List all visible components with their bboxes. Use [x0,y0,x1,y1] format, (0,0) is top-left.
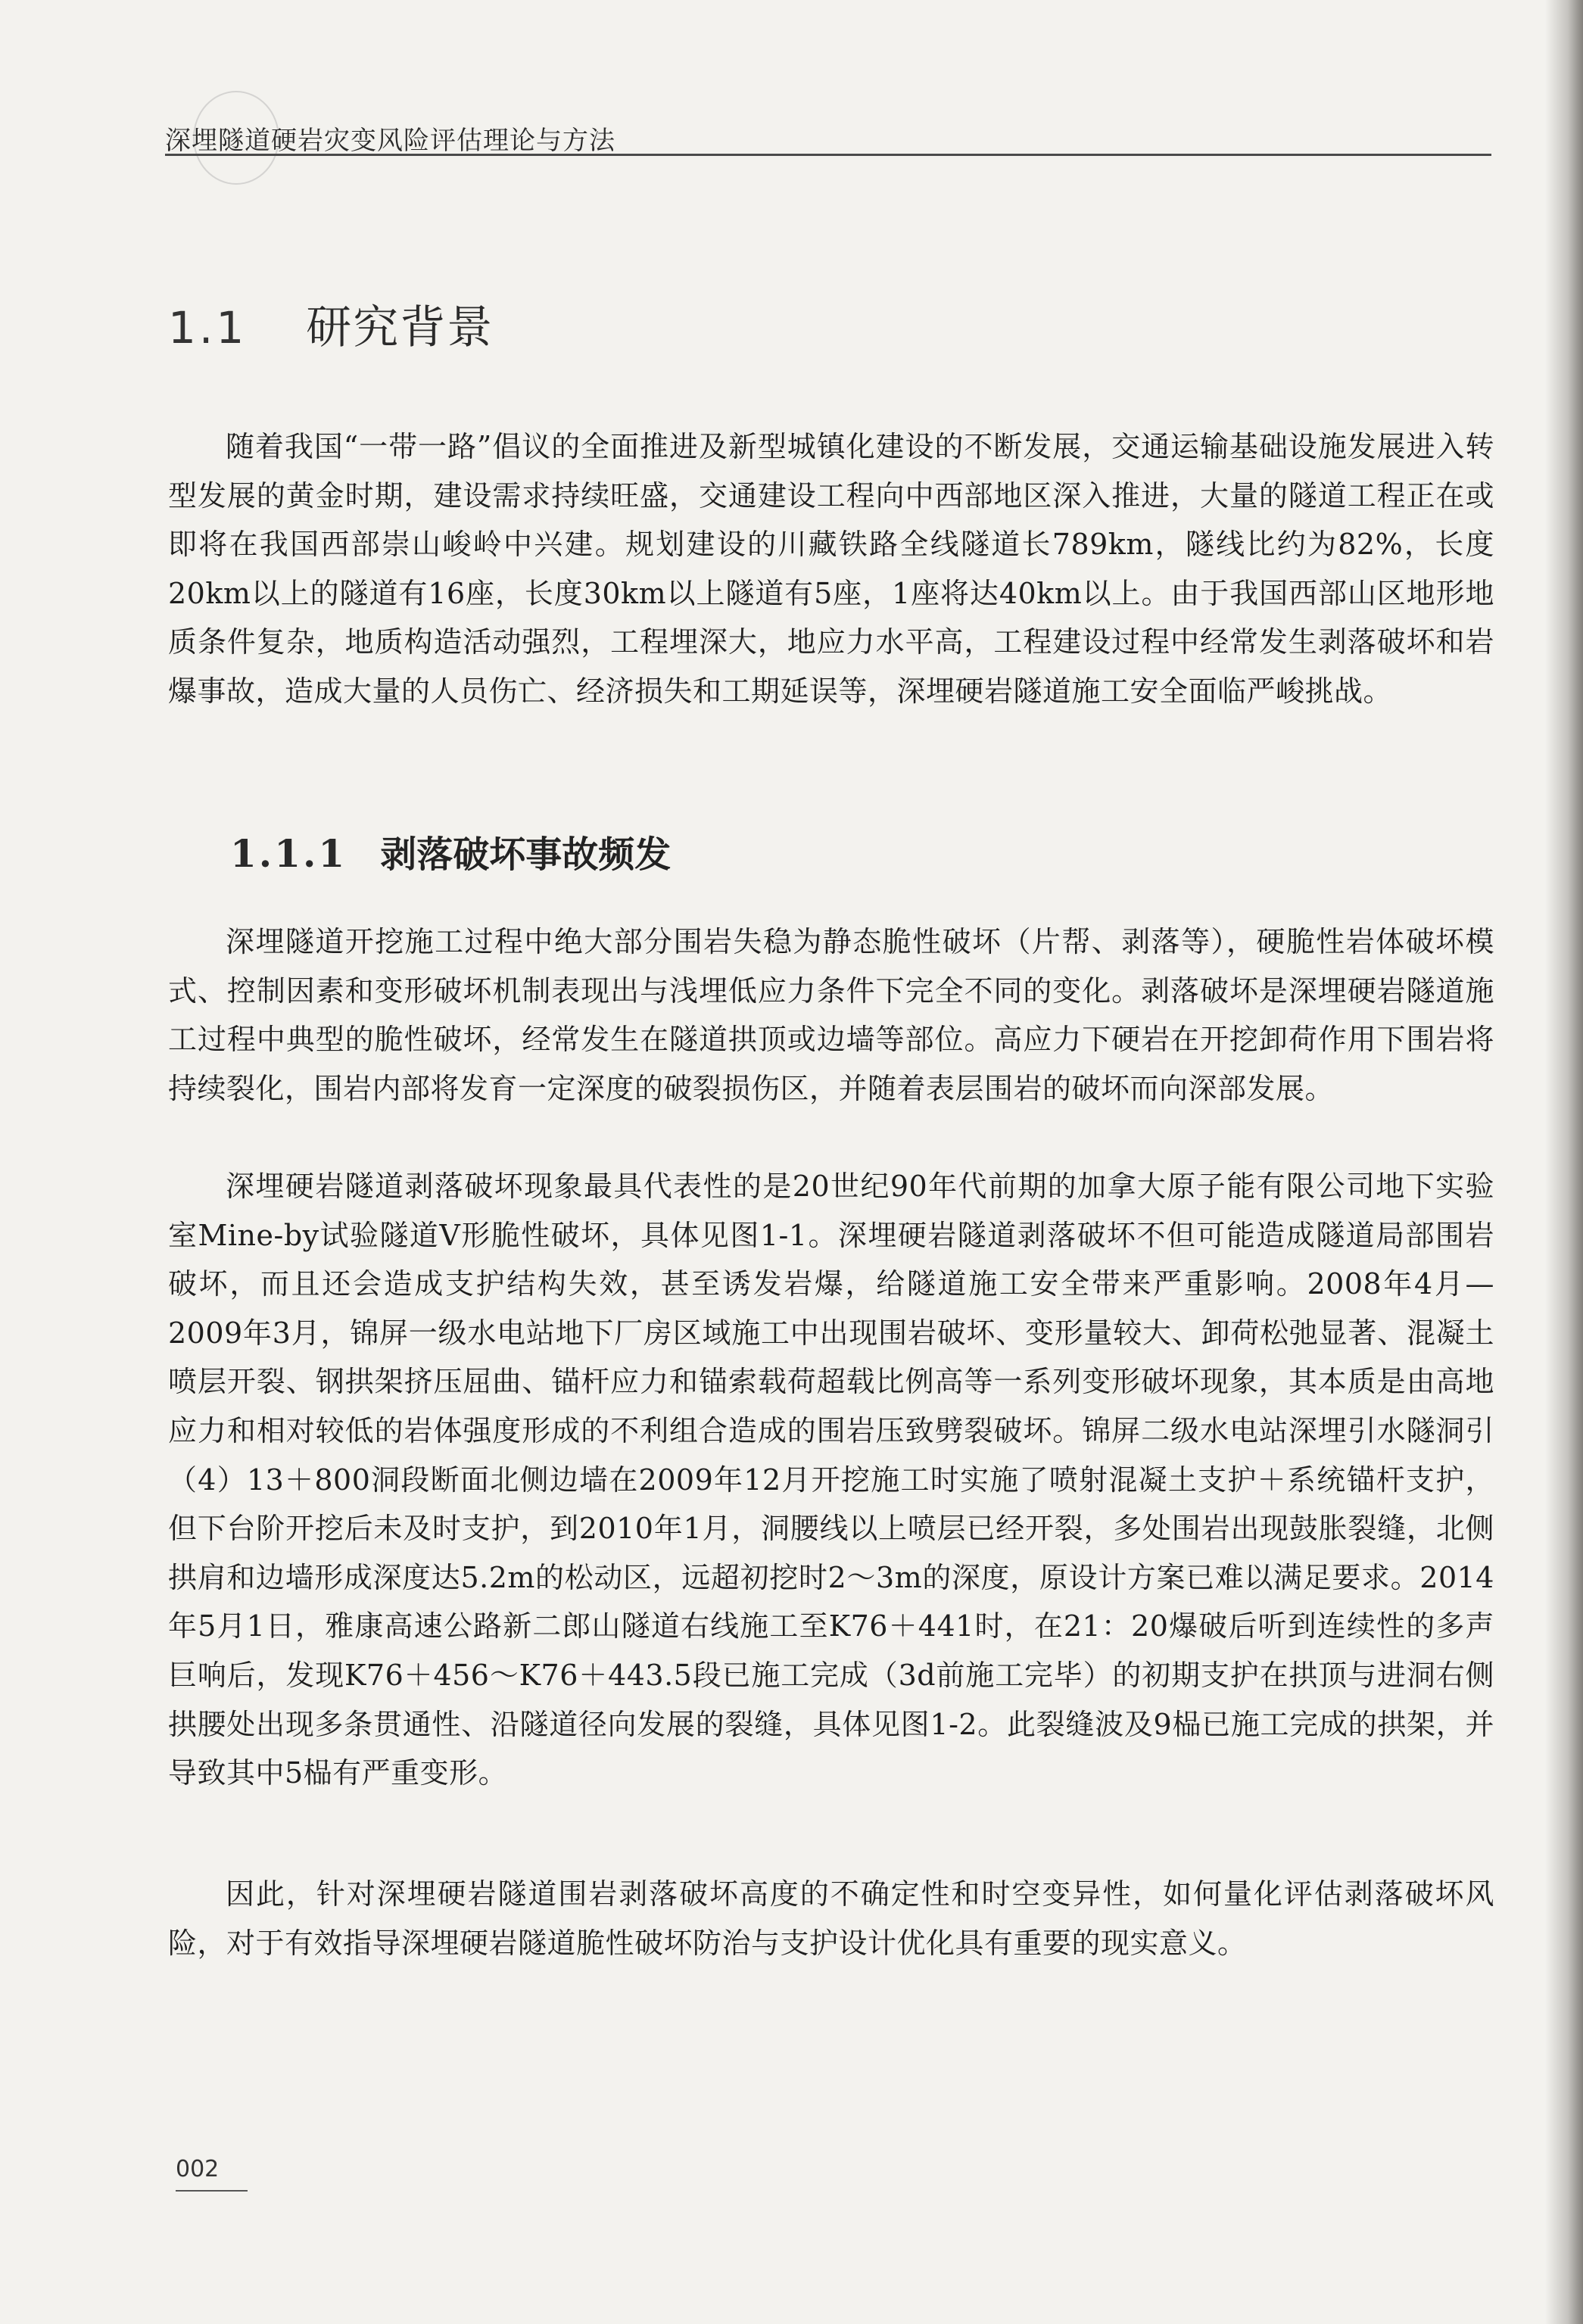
subsection-heading [230,825,671,877]
paragraph-spalling-cases: 深埋硬岩隧道剥落破坏现象最具代表性的是20世纪90年代前期的加拿大原子能有限公司地下实验室Mine-by试验隧道V形脆性破坏，具体见图1-1。深埋硬岩隧道剥落破坏不但可能造成隧道局部围岩破坏，而且还会造成支护结构失效，甚至诱发岩爆，给隧道施工安全带来严重影响。2008年4月—2009年3月，锦屏一级水电站地下厂房区域施工中出现围岩破坏、变形量较大、卸荷松弛显著、混凝土喷层开裂、钢拱架挤压屈曲、锚杆应力和锚索载荷超载比例高等一系列变形破坏现象，其本质是由高地应力和相对较低的岩体强度形成的不利组合造成的围岩压致劈裂破坏。锦屏二级水电站深埋引水隧洞引（4）13＋800洞段断面北侧边墙在2009年12月开挖施工时实施了喷射混凝土支护＋系统锚杆支护，但下台阶开挖后未及时支护，到2010年1月，洞腰线以上喷层已经开裂，多处围岩出现鼓胀裂缝，北侧拱肩和边墙形成深度达5.2m的松动区，远超初挖时2～3m的深度，原设计方案已难以满足要求。2014年5月1日，雅康高速公路新二郎山隧道右线施工至K76＋441时，在21：20爆破后听到连续性的多声巨响后，发现K76＋456～K76＋443.5段已施工完成（3d前施工完毕）的初期支护在拱顶与进洞右侧拱腰处出现多条贯通性、沿隧道径向发展的裂缝，具体见图1-2。此裂缝波及9榀已施工完成的拱架，并导致其中5榀有严重变形。 [168,1170,1494,1790]
paragraph-spalling-intro: 深埋隧道开挖施工过程中绝大部分围岩失稳为静态脆性破坏（片帮、剥落等），硬脆性岩体破坏模式、控制因素和变形破坏机制表现出与浅埋低应力条件下完全不同的变化。剥落破坏是深埋硬岩隧道施工过程中典型的脆性破坏，经常发生在隧道拱顶或边墙等部位。高应力下硬岩在开挖卸荷作用下围岩将持续裂化，围岩内部将发育一定深度的破裂损伤区，并随着表层围岩的破坏而向深部发展。 [168,925,1494,1105]
page-number-rule [176,2190,248,2192]
section-number: 1.1 [168,302,248,354]
section-title: 研究背景 [306,301,494,354]
header-rule [165,154,1491,156]
paragraph-conclusion: 因此，针对深埋硬岩隧道围岩剥落破坏高度的不确定性和时空变异性，如何量化评估剥落破坏风险，对于有效指导深埋硬岩隧道脆性破坏防治与支护设计优化具有重要的现实意义。 [168,1877,1494,1960]
subsection-title: 剥落破坏事故频发 [380,833,672,876]
paragraph-background: 随着我国“一带一路”倡议的全面推进及新型城镇化建设的不断发展，交通运输基础设施发展进入转型发展的黄金时期，建设需求持续旺盛，交通建设工程向中西部地区深入推进，大量的隧道工程正在或即将在我国西部崇山峻岭中兴建。规划建设的川藏铁路全线隧道长789km，隧线比约为82%，长度20km以上的隧道有16座，长度30km以上隧道有5座，1座将达40km以上。由于我国西部山区地形地质条件复杂，地质构造活动强烈，工程埋深大，地应力水平高，工程建设过程中经常发生剥落破坏和岩爆事故，造成大量的人员伤亡、经济损失和工期延误等，深埋硬岩隧道施工安全面临严峻挑战。 [168,430,1494,708]
subsection-number: 1.1.1 [230,831,347,876]
running-head: 深埋隧道硬岩灾变风险评估理论与方法 [165,126,615,156]
page-number: 002 [176,2156,220,2182]
section-heading [168,291,494,357]
page-edge-shadow [1545,0,1583,2324]
